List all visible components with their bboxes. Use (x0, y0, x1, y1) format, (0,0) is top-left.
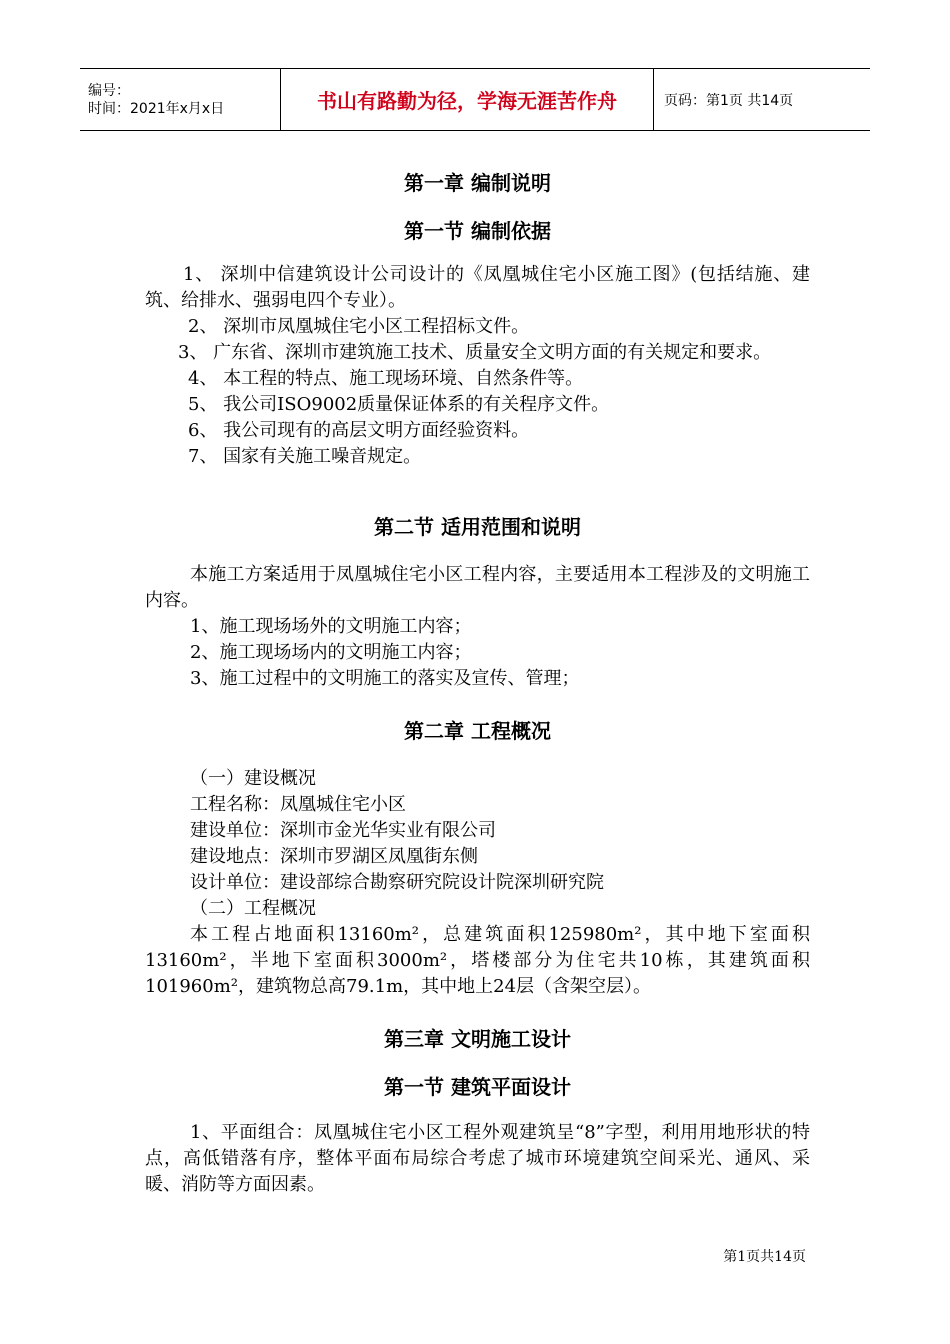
overview-line: 工程名称：凤凰城住宅小区 (190, 794, 406, 815)
overview-line: 设计单位：建设部综合勘察研究院设计院深圳研究院 (190, 872, 604, 893)
scope-item: 1、施工现场场外的文明施工内容； (190, 616, 472, 637)
overview-line: 建设地点：深圳市罗湖区凤凰街东侧 (190, 846, 478, 867)
header-motto: 书山有路勤为径，学海无涯苦作舟 (281, 69, 654, 130)
scope-item: 2、施工现场场内的文明施工内容； (190, 642, 472, 663)
document-body (145, 170, 810, 1198)
page-footer: 第1页共14页 (723, 1249, 806, 1265)
document-time: 时间：2021年x月x日 (88, 100, 225, 117)
scope-item: 3、施工过程中的文明施工的落实及宣传、管理； (190, 668, 580, 689)
basis-item: 5、 我公司ISO9002质量保证体系的有关程序文件。 (188, 394, 610, 415)
basis-item: 3、 广东省、深圳市建筑施工技术、质量安全文明方面的有关规定和要求。 (178, 342, 772, 363)
section-3-title: 第一节 建筑平面设计 (384, 1075, 571, 1099)
chapter-2-title: 第二章 工程概况 (404, 719, 551, 743)
section-1-title: 第一节 编制依据 (404, 219, 551, 243)
plan-text: 1、平面组合：凤凰城住宅小区工程外观建筑呈“8”字型，利用用地形状的特点，高低错落有序，整体平面布局综合考虑了城市环境建筑空间采光、通风、采暖、消防等方面因素。 (145, 1122, 810, 1195)
page-header (80, 68, 870, 131)
header-page-info: 页码：第1页 共14页 (664, 92, 794, 109)
overview-text: 本工程占地面积13160m²，总建筑面积125980m²，其中地下室面积13160m²，半地下室面积3000m²，塔楼部分为住宅共10栋，其建筑面积101960m²，建筑物总高79.1m，其中地上24层（含架空层）。 (145, 924, 810, 997)
basis-item: 1、 深圳中信建筑设计公司设计的《凤凰城住宅小区施工图》(包括结施、建筑、给排水、强弱电四个专业）。 (145, 264, 810, 311)
document-number: 编号： (88, 82, 130, 99)
basis-item: 4、 本工程的特点、施工现场环境、自然条件等。 (188, 368, 584, 389)
section-2-title: 第二节 适用范围和说明 (374, 515, 581, 539)
overview-subtitle-1: （一）建设概况 (190, 768, 316, 789)
chapter-1-title: 第一章 编制说明 (404, 171, 551, 195)
basis-item: 7、 国家有关施工噪音规定。 (188, 446, 422, 467)
chapter-3-title: 第三章 文明施工设计 (384, 1027, 571, 1051)
overview-subtitle-2: （二）工程概况 (190, 898, 316, 919)
basis-item: 2、 深圳市凤凰城住宅小区工程招标文件。 (188, 316, 530, 337)
scope-intro: 本施工方案适用于凤凰城住宅小区工程内容，主要适用本工程涉及的文明施工内容。 (145, 564, 810, 611)
basis-list (145, 262, 810, 470)
header-meta-cell (80, 69, 281, 130)
basis-item: 6、 我公司现有的高层文明方面经验资料。 (188, 420, 530, 441)
overview-line: 建设单位：深圳市金光华实业有限公司 (190, 820, 496, 841)
